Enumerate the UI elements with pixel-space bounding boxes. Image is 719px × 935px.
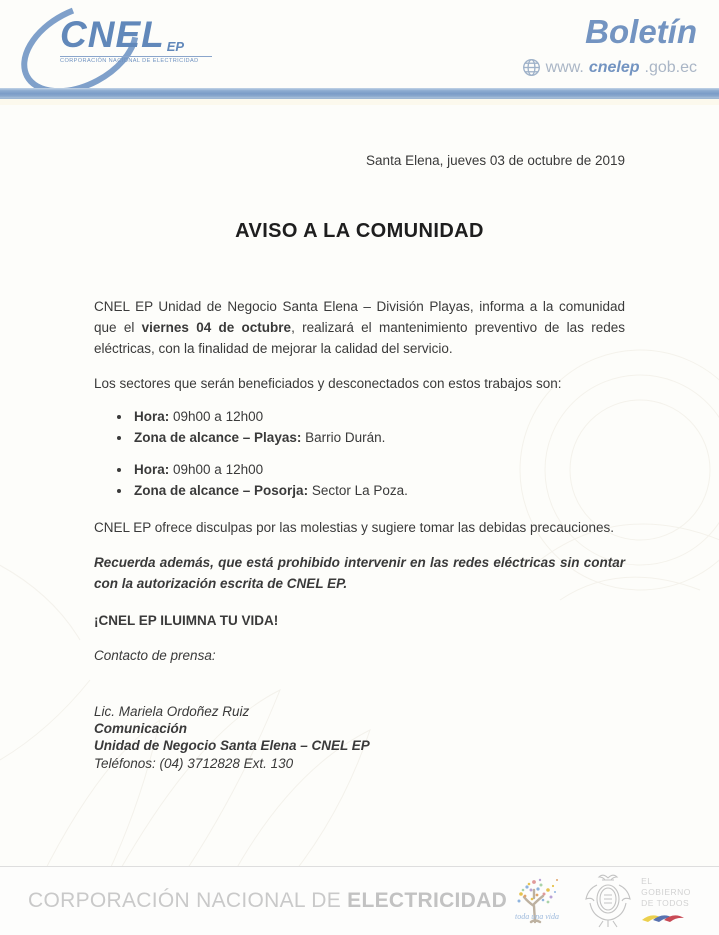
header-divider-shadow — [0, 99, 719, 105]
tricolor-wave-icon — [641, 911, 685, 923]
gov-text-line: GOBIERNO — [641, 886, 691, 897]
footer-logos — [507, 871, 691, 931]
gov-text-line: EL — [641, 876, 653, 887]
apology-paragraph: CNEL EP ofrece disculpas por las molestias y sugiere tomar las debidas precauciones. — [94, 520, 615, 536]
list-item — [132, 407, 625, 428]
bullet-value: 09h00 a 12h00 — [169, 462, 264, 478]
bullet-label: Hora: — [134, 408, 170, 424]
bullet-group-posorja — [94, 460, 625, 502]
slogan: ¡CNEL EP ILUIMNA TU VIDA! — [94, 613, 279, 629]
document-title: AVISO A LA COMUNIDAD — [235, 219, 484, 242]
header-divider-bar — [0, 88, 719, 99]
bullet-label: Zona de alcance – Posorja: — [134, 483, 309, 499]
website-line — [522, 58, 697, 77]
signature-block — [94, 703, 625, 772]
logo-brand: CNEL — [60, 14, 165, 55]
header — [0, 0, 719, 88]
logo-text — [60, 16, 212, 64]
bullet-value: 09h00 a 12h00 — [169, 408, 264, 424]
toda-una-vida-tree-icon — [507, 872, 565, 930]
logo-tagline: CORPORACIÓN NACIONAL DE ELECTRICIDAD — [60, 56, 212, 64]
list-item — [132, 428, 625, 449]
cnel-logo — [14, 4, 244, 88]
dateline: Santa Elena, jueves 03 de octubre de 2019 — [366, 153, 625, 168]
footer-org-bold: ELECTRICIDAD — [347, 889, 508, 912]
document-body — [0, 151, 719, 772]
gov-logo — [581, 871, 691, 931]
list-item — [132, 460, 625, 481]
list-item — [132, 481, 625, 502]
gov-text-line: DE TODOS — [641, 897, 690, 908]
warning-paragraph: Recuerda además, que está prohibido intervenir en las redes eléctricas sin contar con la autorización escrita de CNEL EP. — [94, 555, 625, 592]
bullet-value: Barrio Durán. — [301, 429, 386, 445]
signature-phones: Teléfonos: (04) 3712828 Ext. 130 — [94, 755, 294, 771]
gov-logo-text — [641, 876, 691, 926]
intro-paragraph — [94, 297, 625, 360]
bullet-group-playas — [94, 407, 625, 449]
tree-script-text: toda una vida — [515, 912, 560, 921]
website-suffix: .gob.ec — [644, 58, 697, 76]
website-prefix: www. — [545, 58, 584, 76]
footer — [0, 866, 719, 935]
website-domain: cnelep — [588, 58, 640, 76]
intro-text-2: , realizará el mantenimiento preventivo de las redes eléctricas, con la finalidad de mejorar la calidad del servicio. — [94, 319, 625, 356]
intro-text-1: CNEL EP Unidad de Negocio Santa Elena – División Playas, informa a la comunidad que el — [94, 298, 625, 335]
ecuador-coat-of-arms-icon — [581, 871, 635, 931]
intro-bold-date: viernes 04 de octubre — [141, 319, 292, 335]
bulletin-label: Boletín — [585, 13, 697, 50]
header-right — [522, 14, 697, 77]
footer-org-name — [28, 889, 507, 913]
signature-unit: Unidad de Negocio Santa Elena – CNEL EP — [94, 738, 370, 754]
sectors-intro: Los sectores que serán beneficiados y desconectados con estos trabajos son: — [94, 375, 562, 391]
signature-department: Comunicación — [94, 721, 188, 737]
globe-icon — [522, 58, 541, 77]
logo-brand-sub: EP — [166, 39, 185, 54]
footer-org-light: CORPORACIÓN NACIONAL DE — [28, 889, 348, 912]
press-contact-label: Contacto de prensa: — [94, 647, 216, 663]
bullet-label: Zona de alcance – Playas: — [134, 429, 302, 445]
signature-name: Lic. Mariela Ordoñez Ruiz — [94, 703, 250, 719]
bullet-value: Sector La Poza. — [308, 483, 408, 499]
bullet-label: Hora: — [134, 462, 170, 478]
